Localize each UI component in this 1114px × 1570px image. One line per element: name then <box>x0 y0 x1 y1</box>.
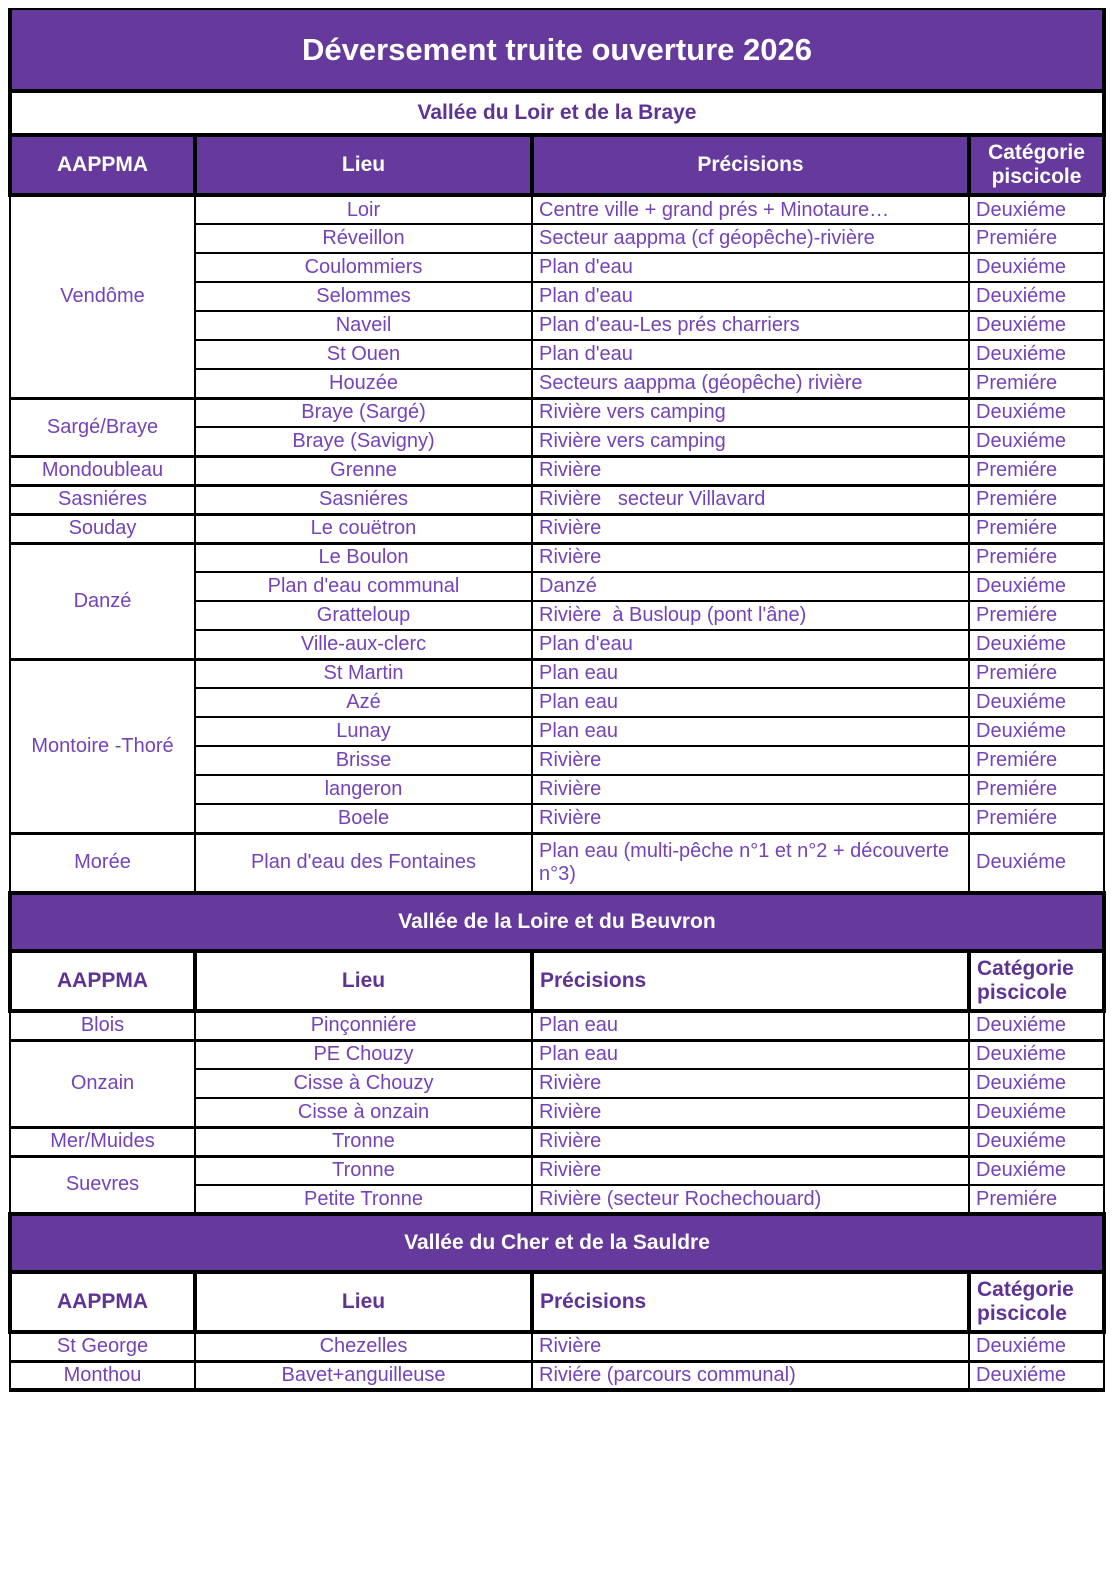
precisions-cell: Plan eau <box>532 1011 969 1040</box>
header-row <box>10 1272 1104 1332</box>
categorie-cell: Deuxiéme <box>969 1332 1104 1361</box>
lieu-cell: Sasniéres <box>195 485 532 514</box>
precisions-cell: Plan eau <box>532 1040 969 1069</box>
col-header-precisions: Précisions <box>532 135 969 195</box>
categorie-cell: Deuxiéme <box>969 340 1104 369</box>
precisions-cell: Danzé <box>532 572 969 601</box>
lieu-cell: Coulommiers <box>195 253 532 282</box>
lieu-cell: Lunay <box>195 717 532 746</box>
lieu-cell: langeron <box>195 775 532 804</box>
categorie-cell: Premiére <box>969 601 1104 630</box>
precisions-cell: Rivière vers camping <box>532 427 969 456</box>
lieu-cell: Ville-aux-clerc <box>195 630 532 659</box>
header-row <box>10 951 1104 1011</box>
categorie-cell: Deuxiéme <box>969 253 1104 282</box>
categorie-cell: Premiére <box>969 804 1104 833</box>
precisions-cell: Rivière <box>532 1098 969 1127</box>
lieu-cell: Houzée <box>195 369 532 398</box>
categorie-cell: Premiére <box>969 224 1104 253</box>
aappma-group-cell: Mondoubleau <box>10 456 195 485</box>
aappma-group-cell: Montoire -Thoré <box>10 659 195 833</box>
lieu-cell: Plan d'eau communal <box>195 572 532 601</box>
table-row <box>10 1156 1104 1185</box>
categorie-cell: Deuxiéme <box>969 195 1104 224</box>
table-row <box>10 543 1104 572</box>
lieu-cell: Gratteloup <box>195 601 532 630</box>
lieu-cell: Pinçonniére <box>195 1011 532 1040</box>
lieu-cell: Naveil <box>195 311 532 340</box>
lieu-cell: St Ouen <box>195 340 532 369</box>
categorie-cell: Premiére <box>969 543 1104 572</box>
precisions-cell: Plan eau <box>532 659 969 688</box>
precisions-cell: Plan d'eau <box>532 253 969 282</box>
categorie-cell: Deuxiéme <box>969 398 1104 427</box>
col-header-aappma: AAPPMA <box>10 951 195 1011</box>
lieu-cell: Bavet+anguilleuse <box>195 1361 532 1390</box>
section-banner: Vallée du Cher et de la Sauldre <box>10 1214 1104 1272</box>
categorie-cell: Premiére <box>969 514 1104 543</box>
precisions-cell: Centre ville + grand prés + Minotaure… <box>532 195 969 224</box>
categorie-cell: Premiére <box>969 485 1104 514</box>
aappma-group-cell: Blois <box>10 1011 195 1040</box>
precisions-cell: Secteur aappma (cf géopêche)-rivière <box>532 224 969 253</box>
precisions-cell: Plan eau <box>532 717 969 746</box>
table-row <box>10 1040 1104 1069</box>
table-row <box>10 456 1104 485</box>
categorie-cell: Deuxiéme <box>969 717 1104 746</box>
aappma-group-cell: Suevres <box>10 1156 195 1214</box>
categorie-cell: Premiére <box>969 369 1104 398</box>
precisions-cell: Rivière <box>532 746 969 775</box>
categorie-cell: Deuxiéme <box>969 1127 1104 1156</box>
lieu-cell: Le couëtron <box>195 514 532 543</box>
col-header-categorie: Catégorie piscicole <box>969 1272 1104 1332</box>
table-row <box>10 1332 1104 1361</box>
categorie-cell: Deuxiéme <box>969 1361 1104 1390</box>
lieu-cell: Boele <box>195 804 532 833</box>
precisions-cell: Rivière <box>532 1127 969 1156</box>
aappma-group-cell: Danzé <box>10 543 195 659</box>
categorie-cell: Deuxiéme <box>969 688 1104 717</box>
aappma-group-cell: Sasniéres <box>10 485 195 514</box>
lieu-cell: Tronne <box>195 1127 532 1156</box>
categorie-cell: Deuxiéme <box>969 572 1104 601</box>
lieu-cell: Braye (Sargé) <box>195 398 532 427</box>
table-row <box>10 833 1104 893</box>
categorie-cell: Deuxiéme <box>969 427 1104 456</box>
table-row <box>10 1011 1104 1040</box>
categorie-cell: Deuxiéme <box>969 630 1104 659</box>
table-row <box>10 195 1104 224</box>
aappma-group-cell: Monthou <box>10 1361 195 1390</box>
aappma-group-cell: Onzain <box>10 1040 195 1127</box>
title-row <box>10 9 1104 91</box>
precisions-cell: Plan eau <box>532 688 969 717</box>
precisions-cell: Plan d'eau <box>532 340 969 369</box>
lieu-cell: Réveillon <box>195 224 532 253</box>
categorie-cell: Premiére <box>969 659 1104 688</box>
precisions-cell: Rivière (secteur Rochechouard) <box>532 1185 969 1214</box>
lieu-cell: Braye (Savigny) <box>195 427 532 456</box>
col-header-precisions: Précisions <box>532 1272 969 1332</box>
precisions-cell: Rivière secteur Villavard <box>532 485 969 514</box>
section-banner-row <box>10 1214 1104 1272</box>
precisions-cell: Riviére (parcours communal) <box>532 1361 969 1390</box>
lieu-cell: Petite Tronne <box>195 1185 532 1214</box>
col-header-precisions: Précisions <box>532 951 969 1011</box>
table-row <box>10 659 1104 688</box>
categorie-cell: Deuxiéme <box>969 1040 1104 1069</box>
section-banner: Vallée de la Loire et du Beuvron <box>10 893 1104 951</box>
table-row <box>10 514 1104 543</box>
lieu-cell: Azé <box>195 688 532 717</box>
precisions-cell: Rivière <box>532 456 969 485</box>
precisions-cell: Plan eau (multi-pêche n°1 et n°2 + découverte n°3) <box>532 833 969 893</box>
precisions-cell: Plan d'eau-Les prés charriers <box>532 311 969 340</box>
lieu-cell: Cisse à Chouzy <box>195 1069 532 1098</box>
aappma-group-cell: St George <box>10 1332 195 1361</box>
col-header-lieu: Lieu <box>195 135 532 195</box>
col-header-categorie: Catégorie piscicole <box>969 951 1104 1011</box>
page-title: Déversement truite ouverture 2026 <box>10 9 1104 91</box>
categorie-cell: Deuxiéme <box>969 833 1104 893</box>
categorie-cell: Deuxiéme <box>969 1098 1104 1127</box>
precisions-cell: Rivière à Busloup (pont l'âne) <box>532 601 969 630</box>
precisions-cell: Rivière <box>532 543 969 572</box>
header-row <box>10 135 1104 195</box>
col-header-aappma: AAPPMA <box>10 1272 195 1332</box>
lieu-cell: Chezelles <box>195 1332 532 1361</box>
categorie-cell: Premiére <box>969 1185 1104 1214</box>
aappma-group-cell: Mer/Muides <box>10 1127 195 1156</box>
table-row <box>10 485 1104 514</box>
table-row <box>10 1361 1104 1390</box>
aappma-group-cell: Morée <box>10 833 195 893</box>
categorie-cell: Deuxiéme <box>969 311 1104 340</box>
section-banner: Vallée du Loir et de la Braye <box>10 91 1104 135</box>
precisions-cell: Rivière <box>532 514 969 543</box>
section-banner-row <box>10 91 1104 135</box>
lieu-cell: Cisse à onzain <box>195 1098 532 1127</box>
lieu-cell: PE Chouzy <box>195 1040 532 1069</box>
lieu-cell: Le Boulon <box>195 543 532 572</box>
aappma-group-cell: Vendôme <box>10 195 195 398</box>
lieu-cell: Loir <box>195 195 532 224</box>
categorie-cell: Premiére <box>969 456 1104 485</box>
precisions-cell: Rivière <box>532 1069 969 1098</box>
lieu-cell: Plan d'eau des Fontaines <box>195 833 532 893</box>
categorie-cell: Deuxiéme <box>969 1156 1104 1185</box>
aappma-group-cell: Souday <box>10 514 195 543</box>
categorie-cell: Premiére <box>969 775 1104 804</box>
precisions-cell: Secteurs aappma (géopêche) rivière <box>532 369 969 398</box>
precisions-cell: Rivière vers camping <box>532 398 969 427</box>
lieu-cell: Grenne <box>195 456 532 485</box>
table-row <box>10 1127 1104 1156</box>
lieu-cell: Brisse <box>195 746 532 775</box>
categorie-cell: Deuxiéme <box>969 1069 1104 1098</box>
lieu-cell: Tronne <box>195 1156 532 1185</box>
precisions-cell: Rivière <box>532 804 969 833</box>
precisions-cell: Rivière <box>532 1156 969 1185</box>
precisions-cell: Plan d'eau <box>532 282 969 311</box>
col-header-aappma: AAPPMA <box>10 135 195 195</box>
categorie-cell: Premiére <box>969 746 1104 775</box>
table-row <box>10 398 1104 427</box>
aappma-group-cell: Sargé/Braye <box>10 398 195 456</box>
precisions-cell: Plan d'eau <box>532 630 969 659</box>
col-header-categorie: Catégorie piscicole <box>969 135 1104 195</box>
section-banner-row <box>10 893 1104 951</box>
lieu-cell: St Martin <box>195 659 532 688</box>
lieu-cell: Selommes <box>195 282 532 311</box>
col-header-lieu: Lieu <box>195 1272 532 1332</box>
col-header-lieu: Lieu <box>195 951 532 1011</box>
precisions-cell: Rivière <box>532 1332 969 1361</box>
categorie-cell: Deuxiéme <box>969 1011 1104 1040</box>
trout-release-table <box>8 8 1106 1392</box>
categorie-cell: Deuxiéme <box>969 282 1104 311</box>
precisions-cell: Rivière <box>532 775 969 804</box>
